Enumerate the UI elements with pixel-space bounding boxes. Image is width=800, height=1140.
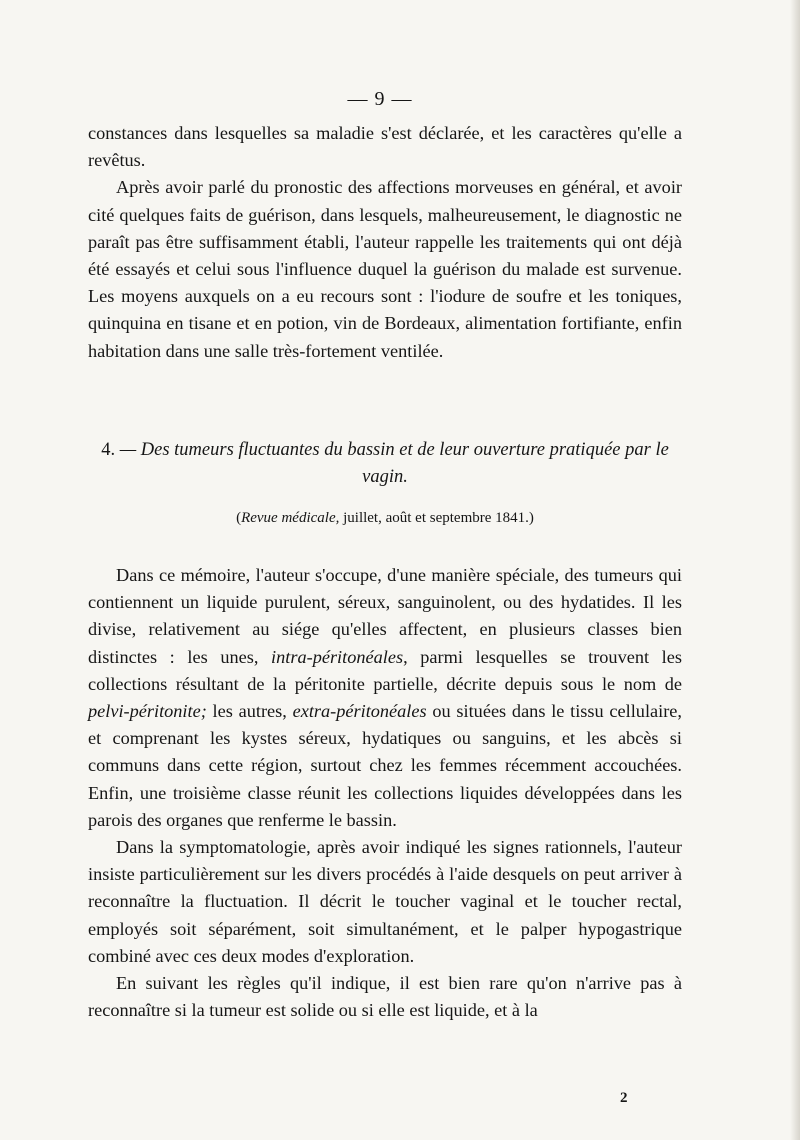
- term-intra-peritoneales: intra-péritonéales: [271, 646, 404, 667]
- term-pelvi-peritonite: pelvi-péritonite;: [88, 701, 207, 722]
- intro-paragraph-continued: constances dans lesquelles sa maladie s'est déclarée, et les caractères qu'elle a revêtus.: [88, 123, 682, 171]
- section-number: 4.: [101, 440, 116, 460]
- section-paragraph-symptomatology: Dans la symptomatologie, après avoir indiqué les signes rationnels, l'auteur insiste particulièrement sur les divers procédés à l'aide desquels on peut arriver à reconnaître la fluctuation. Il décrit le toucher vaginal et le toucher rectal, employés soit séparément, soit simultanément, et le palper hypogastrique combiné avec ces deux modes d'exploration.: [88, 837, 682, 966]
- section-body: [88, 562, 682, 1024]
- page-number: — 9 —: [347, 88, 413, 110]
- text-run: les autres,: [206, 701, 293, 722]
- source-journal: Revue médicale,: [241, 510, 340, 526]
- text-run: Dans ce mémoire, l'auteur s'occupe, d'une manière spéciale, des tumeurs qui contiennent un liquide purulent, séreux, sanguinolent, ou des hydatides. Il les divise, relativement au siége qu'elles affectent, en plusieurs classes bien distinctes : les unes,: [88, 565, 682, 667]
- intro-paragraph-treatment: Après avoir parlé du pronostic des affections morveuses en général, et avoir cité quelques faits de guérison, dans lesquels, malheureusement, le diagnostic ne paraît pas être suffisamment établi, l'auteur rappelle les traitements qui ont déjà été essayés et celui sous l'influence duquel la guérison du malade est survenue. Les moyens auxquels on a eu recours sont : l'iodure de soufre et les toniques, quinquina en tisane et en potion, vin de Bordeaux, alimentation fortifiante, enfin habitation dans une salle très-fortement ventilée.: [88, 177, 682, 361]
- intro-text: [88, 120, 682, 365]
- text-run: ou situées dans le tissu cellulaire, et comprenant les kystes séreux, hydatiques ou sanguins, et les abcès si communs dans cette région, surtout chez les femmes récemment accouchées. Enfin, une troisième classe réunit les collections liquides développées dans les parois des organes que renferme le bassin.: [88, 701, 682, 830]
- section-heading: [88, 437, 682, 491]
- section-paragraph-classification: [88, 562, 682, 834]
- section-source: (Revue médicale, juillet, août et septembre 1841.): [236, 510, 534, 526]
- section-title: — Des tumeurs fluctuantes du bassin et de leur ouverture pratiquée par le vagin.: [119, 440, 669, 487]
- source-dates: juillet, août et septembre 1841.: [339, 510, 529, 526]
- section-paragraph-rules: En suivant les règles qu'il indique, il est bien rare qu'on n'arrive pas à reconnaître si la tumeur est solide ou si elle est liquide, et à la: [88, 973, 682, 1021]
- text-run: , parmi lesquelles se trouvent les collections résultant de la péritonite partielle, décrite depuis sous le nom de: [88, 646, 682, 694]
- signature-mark: 2: [620, 1090, 628, 1106]
- term-extra-peritoneales: extra-péritonéales: [292, 701, 427, 722]
- page-edge-shadow: [790, 0, 800, 1140]
